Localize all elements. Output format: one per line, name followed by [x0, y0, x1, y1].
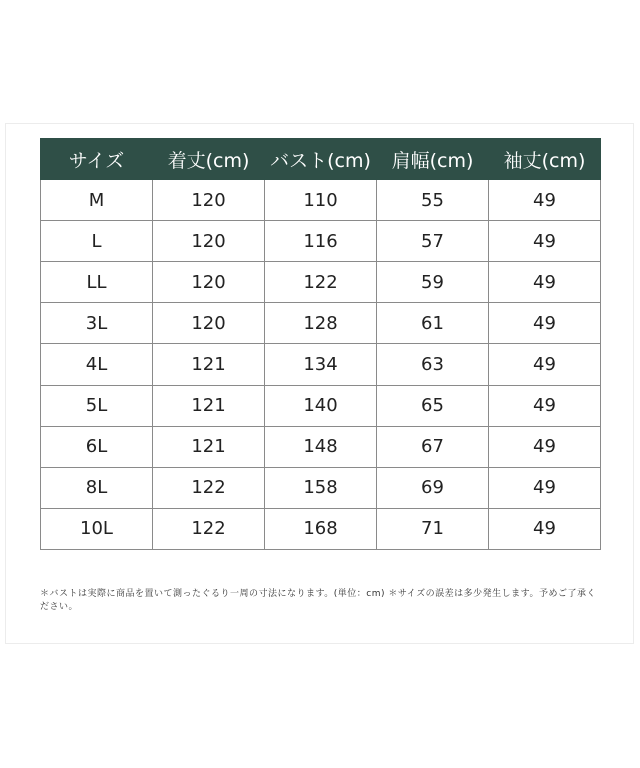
- cell-length: 120: [153, 262, 265, 303]
- header-bust: バスト(cm): [265, 139, 377, 180]
- size-note: ＊バストは実際に商品を置いて測ったぐるり一周の寸法になります。(単位：cm) ＊サイズの誤差は多少発生します。予めご了承ください。: [40, 589, 596, 612]
- cell-size: 3L: [41, 303, 153, 344]
- table-row: [41, 344, 601, 385]
- cell-shoulder: 55: [377, 180, 489, 221]
- cell-sleeve: 49: [489, 303, 601, 344]
- cell-length: 121: [153, 344, 265, 385]
- cell-bust: 148: [265, 426, 377, 467]
- cell-sleeve: 49: [489, 426, 601, 467]
- cell-length: 122: [153, 508, 265, 549]
- cell-sleeve: 49: [489, 180, 601, 221]
- cell-shoulder: 69: [377, 467, 489, 508]
- cell-length: 120: [153, 303, 265, 344]
- cell-bust: 168: [265, 508, 377, 549]
- cell-sleeve: 49: [489, 221, 601, 262]
- cell-bust: 116: [265, 221, 377, 262]
- cell-shoulder: 57: [377, 221, 489, 262]
- cell-bust: 134: [265, 344, 377, 385]
- table-row: [41, 221, 601, 262]
- size-table: [40, 138, 601, 550]
- cell-sleeve: 49: [489, 467, 601, 508]
- cell-sleeve: 49: [489, 344, 601, 385]
- cell-shoulder: 61: [377, 303, 489, 344]
- cell-size: M: [41, 180, 153, 221]
- cell-size: L: [41, 221, 153, 262]
- cell-shoulder: 65: [377, 385, 489, 426]
- cell-shoulder: 71: [377, 508, 489, 549]
- cell-size: 8L: [41, 467, 153, 508]
- table-row: [41, 303, 601, 344]
- cell-bust: 140: [265, 385, 377, 426]
- table-body: [41, 180, 601, 550]
- table-row: [41, 467, 601, 508]
- table-row: [41, 262, 601, 303]
- header-size: サイズ: [41, 139, 153, 180]
- table-row: [41, 426, 601, 467]
- header-sleeve: 袖丈(cm): [489, 139, 601, 180]
- cell-bust: 110: [265, 180, 377, 221]
- cell-shoulder: 63: [377, 344, 489, 385]
- cell-bust: 122: [265, 262, 377, 303]
- cell-size: 4L: [41, 344, 153, 385]
- cell-length: 120: [153, 180, 265, 221]
- cell-size: LL: [41, 262, 153, 303]
- cell-size: 10L: [41, 508, 153, 549]
- cell-bust: 128: [265, 303, 377, 344]
- cell-size: 5L: [41, 385, 153, 426]
- table-row: [41, 385, 601, 426]
- table-header-row: [41, 139, 601, 180]
- table-row: [41, 508, 601, 549]
- cell-length: 122: [153, 467, 265, 508]
- header-length: 着丈(cm): [153, 139, 265, 180]
- cell-sleeve: 49: [489, 262, 601, 303]
- cell-length: 120: [153, 221, 265, 262]
- table-row: [41, 180, 601, 221]
- cell-sleeve: 49: [489, 508, 601, 549]
- cell-shoulder: 67: [377, 426, 489, 467]
- cell-size: 6L: [41, 426, 153, 467]
- cell-length: 121: [153, 426, 265, 467]
- cell-length: 121: [153, 385, 265, 426]
- cell-bust: 158: [265, 467, 377, 508]
- cell-shoulder: 59: [377, 262, 489, 303]
- header-shoulder: 肩幅(cm): [377, 139, 489, 180]
- cell-sleeve: 49: [489, 385, 601, 426]
